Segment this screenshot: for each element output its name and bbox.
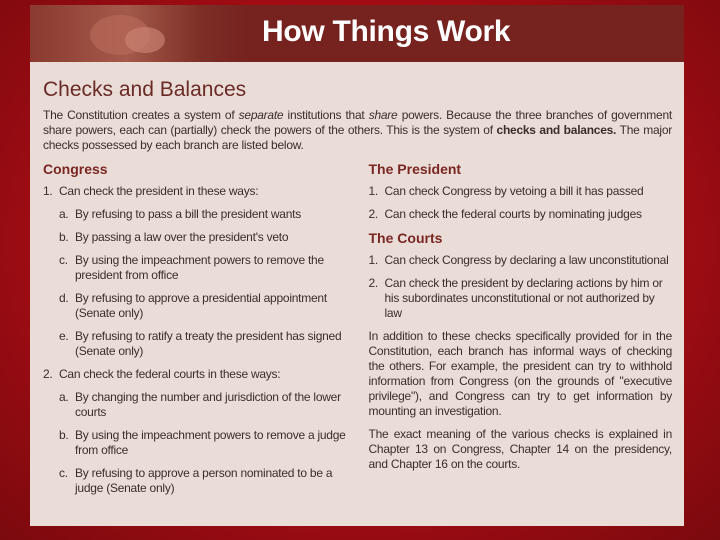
informal-checks-paragraph: In addition to these checks specifically provided for in the Constitution, each branch has informal ways of checking the others. For example, the president can try to withhold information from Congress (on the grounds of "executive privilege"), and Congress can try to get information by mounting an investigation. [368, 329, 672, 418]
chapter-reference-paragraph: The exact meaning of the various checks is explained in Chapter 13 on Congress, Chapter 14 on the presidency, and Chapter 16 on the courts. [368, 427, 672, 471]
congress-sub-1d: d. By refusing to approve a presidential appointment (Senate only) [59, 291, 327, 320]
president-heading: The President [368, 161, 462, 177]
courts-item-2: 2. Can check the president by declaring actions by him or his subordinates unconstitutional or not authorized by law [368, 276, 663, 320]
congress-item-2: 2. Can check the federal courts in these ways: [43, 367, 281, 381]
congress-sub-1a: a. By refusing to pass a bill the president wants [59, 207, 301, 221]
president-courts-column [369, 161, 673, 504]
page-header [30, 5, 684, 62]
congress-sub-1e: e. By refusing to ratify a treaty the president has signed (Senate only) [59, 329, 342, 358]
congress-sub-2b: b. By using the impeachment powers to remove a judge from office [59, 428, 346, 457]
congress-item-1: 1. Can check the president in these ways: [43, 184, 259, 198]
header-title: How Things Work [262, 15, 511, 48]
courts-heading: The Courts [368, 230, 443, 246]
congress-sub-2a: a. By changing the number and jurisdiction of the lower courts [59, 390, 341, 419]
textbook-page [30, 5, 684, 526]
congress-column [43, 161, 347, 504]
congress-heading: Congress [43, 161, 108, 177]
handshake-photo [30, 5, 245, 62]
president-item-1: 1. Can check Congress by vetoing a bill it has passed [368, 184, 644, 198]
intro-paragraph: The Constitution creates a system of separate institutions that share powers. Because the three branches of government share powers, each can (partially) check the powers of the others. This is the system of checks and balances. The major checks possessed by each branch are listed below. [43, 108, 672, 152]
congress-sub-1c: c. By using the impeachment powers to remove the president from office [59, 253, 324, 282]
congress-sub-1b: b. By passing a law over the president's veto [59, 230, 289, 244]
congress-sub-2c: c. By refusing to approve a person nominated to be a judge (Senate only) [59, 466, 333, 495]
courts-item-1: 1. Can check Congress by declaring a law unconstitutional [368, 253, 669, 267]
president-item-2: 2. Can check the federal courts by nominating judges [368, 207, 642, 221]
section-title: Checks and Balances [43, 78, 247, 101]
